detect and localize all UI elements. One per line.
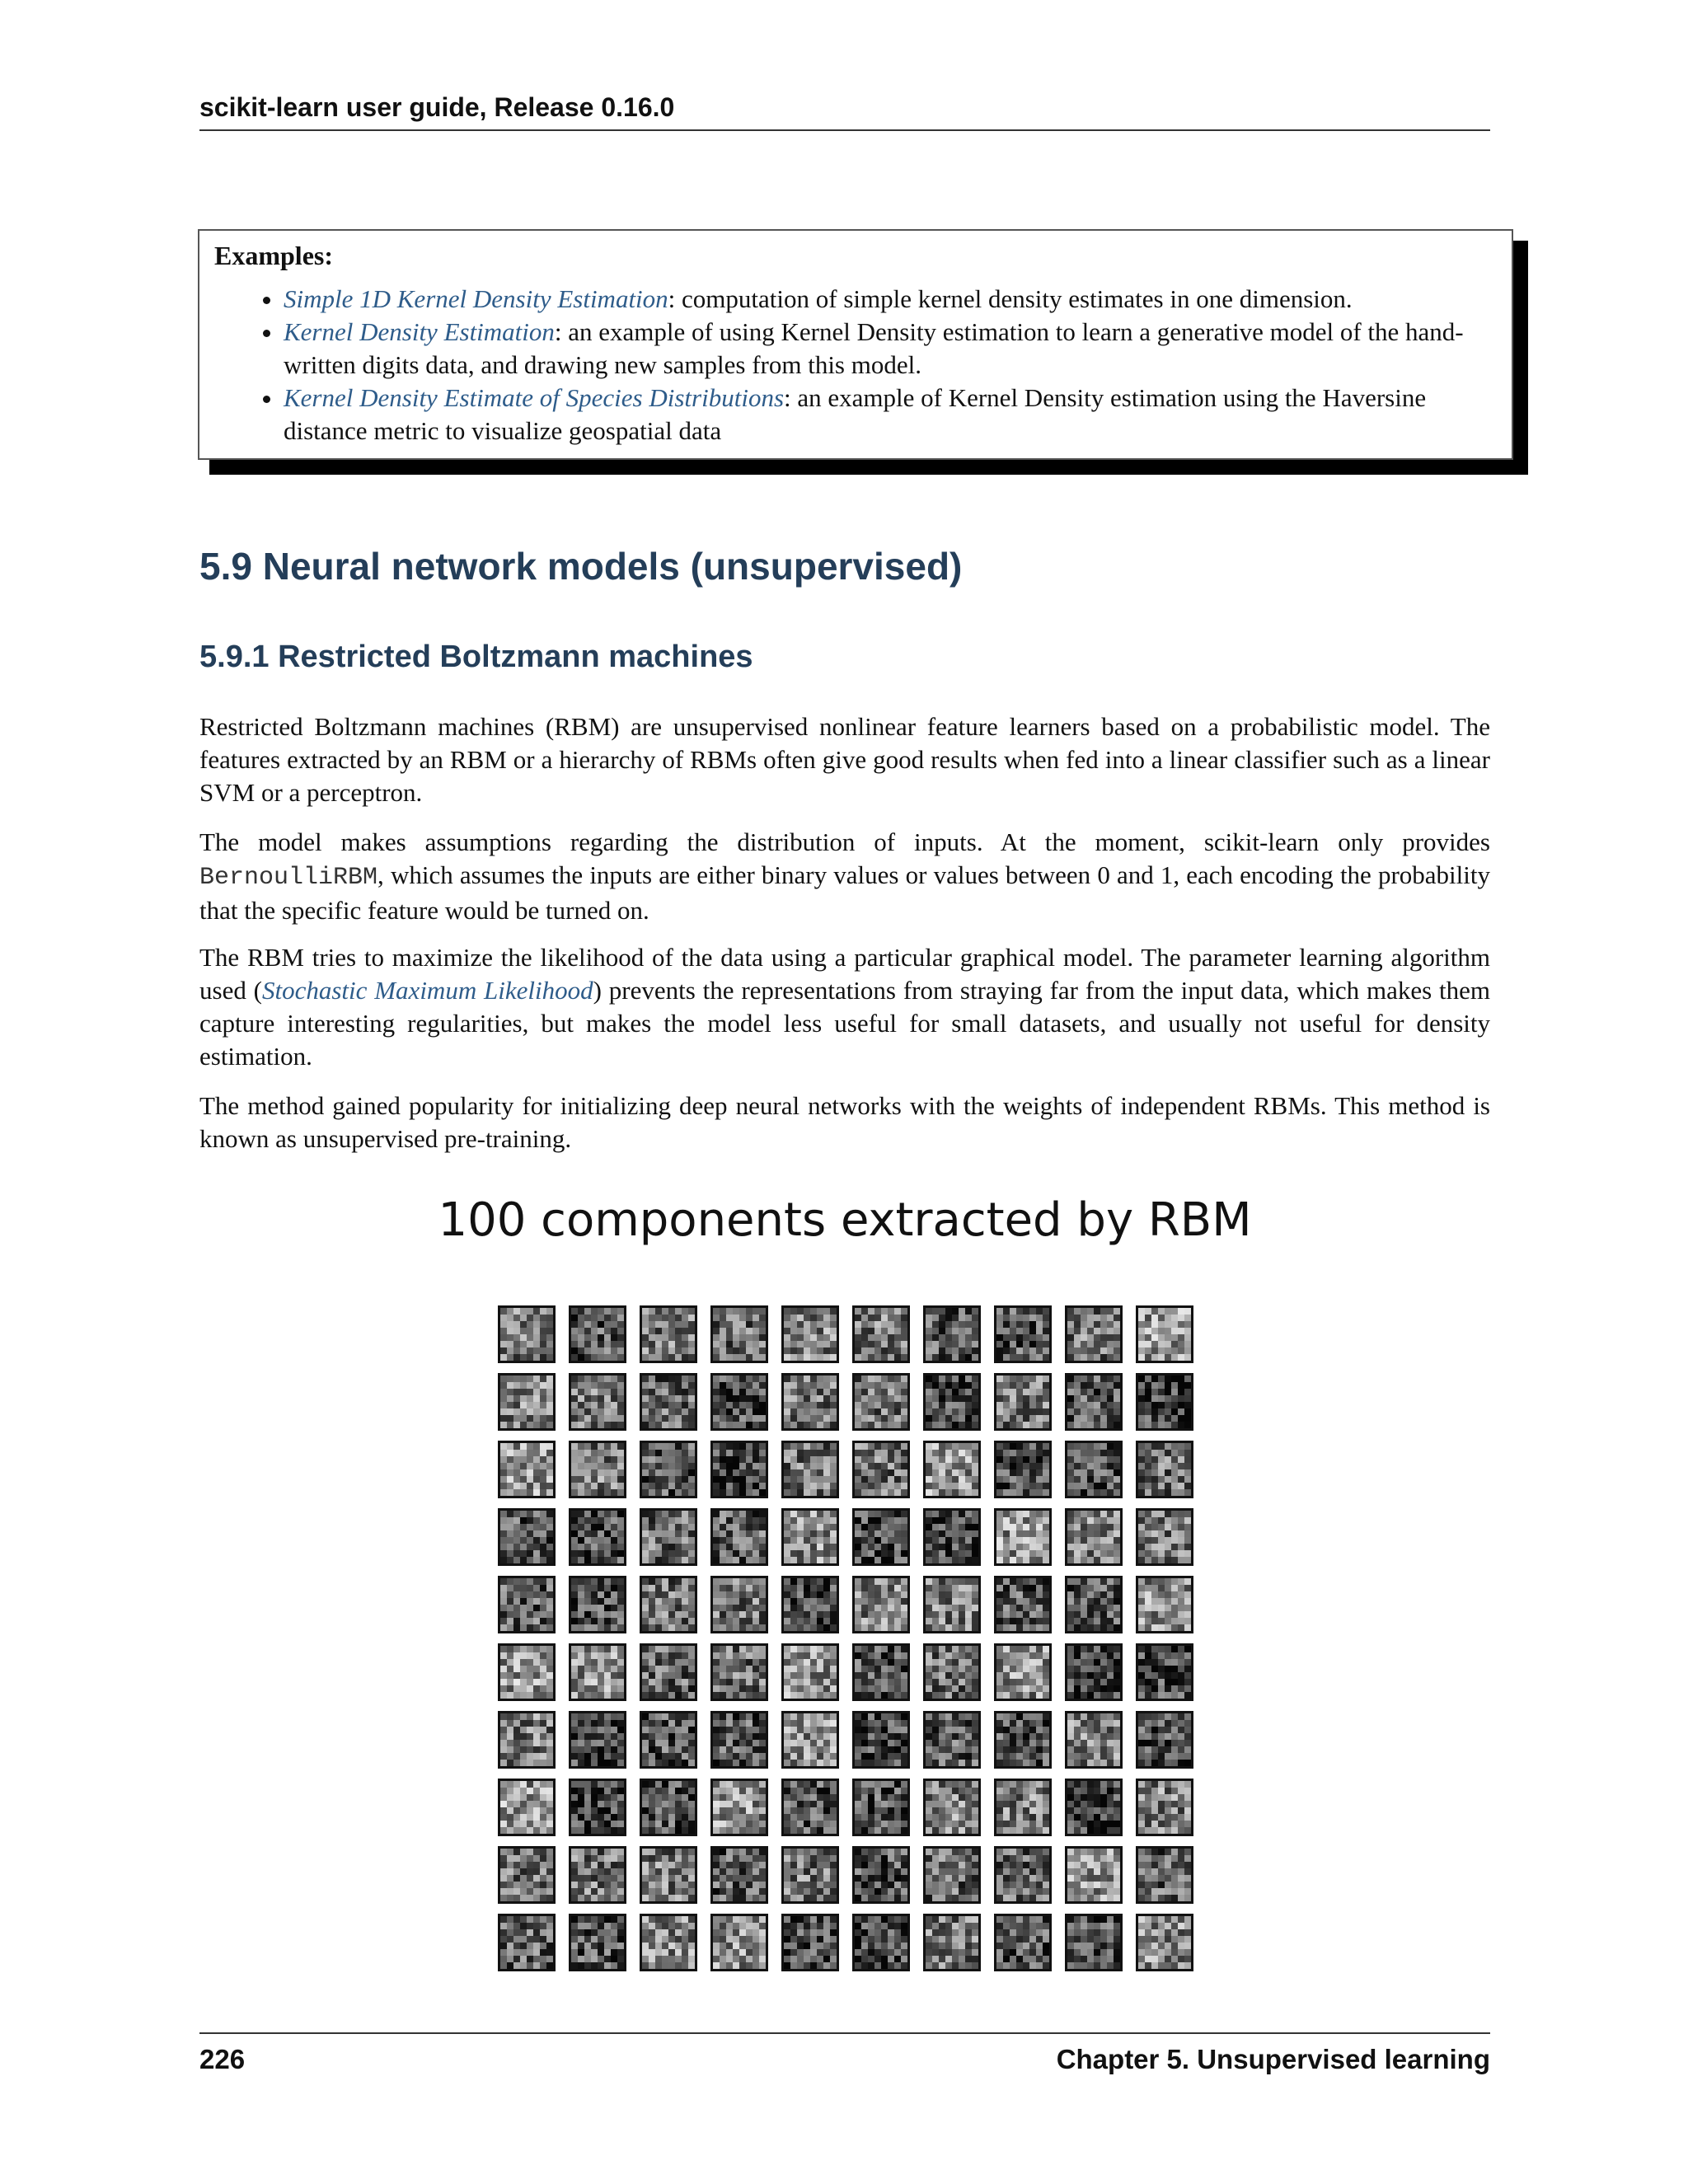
rbm-component-18 xyxy=(994,1373,1052,1431)
rbm-component-61 xyxy=(498,1711,556,1769)
rbm-component-79 xyxy=(1065,1779,1123,1836)
rbm-component-34 xyxy=(710,1508,768,1566)
rbm-component-13 xyxy=(640,1373,697,1431)
rbm-component-86 xyxy=(852,1846,910,1904)
rbm-component-70 xyxy=(1136,1711,1193,1769)
rbm-component-48 xyxy=(994,1576,1052,1633)
rbm-component-20 xyxy=(1136,1373,1193,1431)
rbm-component-96 xyxy=(852,1914,910,1971)
paragraph-pretraining: The method gained popularity for initializing deep neural networks with the weights of independent RBMs. This method is known as unsupervised pre-training. xyxy=(199,1091,1490,1153)
rbm-component-94 xyxy=(710,1914,768,1971)
rbm-component-33 xyxy=(640,1508,697,1566)
rbm-component-47 xyxy=(923,1576,981,1633)
rbm-component-2 xyxy=(569,1305,626,1363)
rbm-component-59 xyxy=(1065,1643,1123,1701)
rbm-component-45 xyxy=(781,1576,839,1633)
rbm-component-35 xyxy=(781,1508,839,1566)
rbm-component-16 xyxy=(852,1373,910,1431)
rbm-component-60 xyxy=(1136,1643,1193,1701)
paragraph-text: The model makes assumptions regarding the distribution of inputs. At the moment, scikit-learn only provides xyxy=(199,827,1490,856)
rbm-component-82 xyxy=(569,1846,626,1904)
rbm-component-31 xyxy=(498,1508,556,1566)
rbm-component-85 xyxy=(781,1846,839,1904)
rbm-component-28 xyxy=(994,1441,1052,1498)
rbm-component-73 xyxy=(640,1779,697,1836)
paragraph-text: The RBM tries to maximize the likelihood of the data using a particular graphical model. The parameter learning algorithm used ( xyxy=(199,943,1490,1005)
rbm-component-52 xyxy=(569,1643,626,1701)
rbm-component-69 xyxy=(1065,1711,1123,1769)
rbm-component-58 xyxy=(994,1643,1052,1701)
rbm-component-43 xyxy=(640,1576,697,1633)
example-link-simple-1d-kde[interactable]: Simple 1D Kernel Density Estimation xyxy=(284,284,668,313)
rbm-component-67 xyxy=(923,1711,981,1769)
rbm-component-51 xyxy=(498,1643,556,1701)
example-item xyxy=(284,316,1497,382)
rbm-component-83 xyxy=(640,1846,697,1904)
rbm-component-14 xyxy=(710,1373,768,1431)
rbm-component-99 xyxy=(1065,1914,1123,1971)
rbm-component-62 xyxy=(569,1711,626,1769)
rbm-component-98 xyxy=(994,1914,1052,1971)
figure-title: 100 components extracted by RBM xyxy=(438,1193,1252,1247)
rbm-component-32 xyxy=(569,1508,626,1566)
rbm-component-24 xyxy=(710,1441,768,1498)
rbm-component-41 xyxy=(498,1576,556,1633)
rbm-component-91 xyxy=(498,1914,556,1971)
rbm-component-8 xyxy=(994,1305,1052,1363)
rbm-component-72 xyxy=(569,1779,626,1836)
examples-list xyxy=(214,283,1497,448)
rbm-component-65 xyxy=(781,1711,839,1769)
rbm-component-10 xyxy=(1136,1305,1193,1363)
rbm-component-95 xyxy=(781,1914,839,1971)
rbm-component-89 xyxy=(1065,1846,1123,1904)
rbm-component-19 xyxy=(1065,1373,1123,1431)
rbm-component-54 xyxy=(710,1643,768,1701)
rbm-component-49 xyxy=(1065,1576,1123,1633)
example-item xyxy=(284,382,1497,448)
rbm-component-64 xyxy=(710,1711,768,1769)
example-description: : an example of using Kernel Density estimation to learn a generative model of the hand-written digits data, and drawing new samples from this model. xyxy=(284,317,1464,379)
rbm-component-1 xyxy=(498,1305,556,1363)
rbm-component-21 xyxy=(498,1441,556,1498)
rbm-component-55 xyxy=(781,1643,839,1701)
rbm-component-9 xyxy=(1065,1305,1123,1363)
chapter-title: Chapter 5. Unsupervised learning xyxy=(1056,2044,1490,2074)
rbm-component-40 xyxy=(1136,1508,1193,1566)
rbm-component-50 xyxy=(1136,1576,1193,1633)
rbm-component-66 xyxy=(852,1711,910,1769)
rbm-component-7 xyxy=(923,1305,981,1363)
rbm-component-57 xyxy=(923,1643,981,1701)
rbm-component-90 xyxy=(1136,1846,1193,1904)
rbm-component-17 xyxy=(923,1373,981,1431)
paragraph-text: , which assumes the inputs are either binary values or values between 0 and 1, each encoding the probability that the specific feature would be turned on. xyxy=(199,860,1490,925)
rbm-component-26 xyxy=(852,1441,910,1498)
rbm-component-6 xyxy=(852,1305,910,1363)
paragraph-likelihood xyxy=(199,941,1490,1073)
rbm-component-23 xyxy=(640,1441,697,1498)
rbm-component-93 xyxy=(640,1914,697,1971)
example-item xyxy=(284,283,1497,316)
section-heading: 5.9 Neural network models (unsupervised) xyxy=(199,545,963,588)
code-bernoullirbm: BernoulliRBM xyxy=(199,864,378,892)
rbm-component-92 xyxy=(569,1914,626,1971)
rbm-component-68 xyxy=(994,1711,1052,1769)
rbm-component-71 xyxy=(498,1779,556,1836)
rbm-component-11 xyxy=(498,1373,556,1431)
rbm-component-22 xyxy=(569,1441,626,1498)
rbm-component-39 xyxy=(1065,1508,1123,1566)
rbm-component-46 xyxy=(852,1576,910,1633)
rbm-component-74 xyxy=(710,1779,768,1836)
paragraph-model-assumptions xyxy=(199,826,1490,927)
page-number: 226 xyxy=(199,2044,246,2074)
paragraph-rbm-intro: Restricted Boltzmann machines (RBM) are unsupervised nonlinear feature learners based on a probabilistic model. The features extracted by an RBM or a hierarchy of RBMs often give good results when fed into a linear classifier such as a linear SVM or a perceptron. xyxy=(199,712,1490,807)
rbm-component-29 xyxy=(1065,1441,1123,1498)
rbm-component-53 xyxy=(640,1643,697,1701)
rbm-component-97 xyxy=(923,1914,981,1971)
link-stochastic-maximum-likelihood[interactable]: Stochastic Maximum Likelihood xyxy=(261,976,593,1005)
rbm-component-88 xyxy=(994,1846,1052,1904)
rbm-component-5 xyxy=(781,1305,839,1363)
rbm-component-80 xyxy=(1136,1779,1193,1836)
rbm-component-12 xyxy=(569,1373,626,1431)
rbm-component-4 xyxy=(710,1305,768,1363)
rbm-component-38 xyxy=(994,1508,1052,1566)
rbm-component-15 xyxy=(781,1373,839,1431)
rbm-component-63 xyxy=(640,1711,697,1769)
rbm-component-77 xyxy=(923,1779,981,1836)
rbm-component-78 xyxy=(994,1779,1052,1836)
example-description: : an example of Kernel Density estimation using the Haversine distance metric to visualize geospatial data xyxy=(284,383,1427,445)
example-link-species-kde[interactable]: Kernel Density Estimate of Species Distributions xyxy=(284,383,785,412)
rbm-component-56 xyxy=(852,1643,910,1701)
running-header-title: scikit-learn user guide, Release 0.16.0 xyxy=(199,92,675,122)
rbm-component-42 xyxy=(569,1576,626,1633)
subsection-heading: 5.9.1 Restricted Boltzmann machines xyxy=(199,640,753,674)
running-header xyxy=(199,92,1490,131)
rbm-component-37 xyxy=(923,1508,981,1566)
rbm-component-75 xyxy=(781,1779,839,1836)
rbm-component-76 xyxy=(852,1779,910,1836)
paragraph-text: ) prevents the representations from straying far from the input data, which makes them capture interesting regularities, but makes the model less useful for small datasets, and usually not useful for density estimation. xyxy=(199,976,1490,1071)
example-link-kde[interactable]: Kernel Density Estimation xyxy=(284,317,555,346)
rbm-component-87 xyxy=(923,1846,981,1904)
rbm-component-84 xyxy=(710,1846,768,1904)
rbm-component-100 xyxy=(1136,1914,1193,1971)
rbm-component-44 xyxy=(710,1576,768,1633)
rbm-component-27 xyxy=(923,1441,981,1498)
page-footer xyxy=(199,2032,1490,2075)
rbm-components-grid xyxy=(498,1305,1195,1973)
rbm-component-36 xyxy=(852,1508,910,1566)
rbm-component-25 xyxy=(781,1441,839,1498)
rbm-component-81 xyxy=(498,1846,556,1904)
rbm-component-30 xyxy=(1136,1441,1193,1498)
rbm-component-3 xyxy=(640,1305,697,1363)
examples-admonition xyxy=(198,229,1517,463)
example-description: : computation of simple kernel density estimates in one dimension. xyxy=(668,284,1353,313)
examples-box xyxy=(198,229,1513,460)
examples-title: Examples: xyxy=(214,241,333,270)
